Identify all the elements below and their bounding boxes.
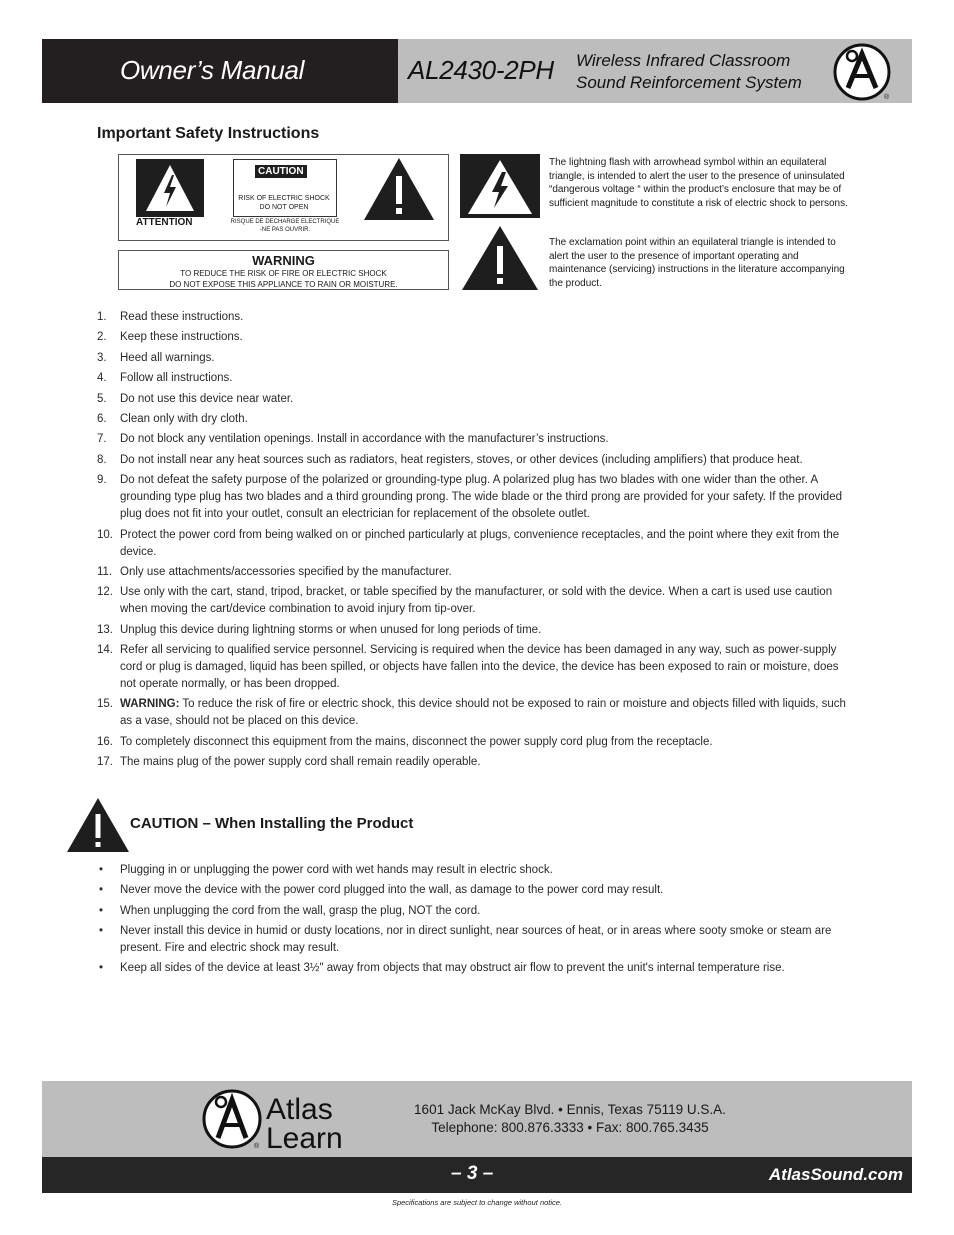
item-number: 9. — [97, 474, 107, 487]
item-text: Follow all instructions. — [120, 372, 233, 385]
item-number: 15. — [97, 698, 113, 711]
lightning-icon — [136, 159, 204, 217]
caution-label: CAUTION — [255, 165, 307, 178]
list-item — [97, 903, 857, 920]
website-link[interactable]: AtlasSound.com — [768, 1165, 903, 1184]
page-number: – 3 – — [451, 1163, 494, 1184]
registered-mark: ® — [884, 94, 890, 101]
item-number: 5. — [97, 392, 107, 405]
item-number: 7. — [97, 433, 107, 446]
list-item — [97, 329, 857, 346]
phone-line: Telephone: 800.876.3333 • Fax: 800.765.3435 — [431, 1120, 709, 1135]
item-number: 1. — [97, 311, 107, 323]
warning-line-1: TO REDUCE THE RISK OF FIRE OR ELECTRIC SHOCK — [180, 269, 387, 278]
item-text: The mains plug of the power supply cord shall remain readily operable. — [120, 756, 481, 769]
item-text: Do not install near any heat sources such as radiators, heat registers, stoves, or other devices (including amplifiers) that produce heat. — [120, 453, 803, 466]
item-text: Never move the device with the power cord plugged into the wall, as damage to the power cord may result. — [120, 884, 664, 897]
model-number: AL2430-2PH — [408, 55, 554, 85]
item-text: Plugging in or unplugging the power cord with wet hands may result in electric shock. — [120, 864, 553, 876]
address-line: 1601 Jack McKay Blvd. • Ennis, Texas 75119 U.S.A. — [414, 1102, 726, 1117]
caution-line-2: DO NOT OPEN — [259, 204, 309, 211]
item-number: 12. — [97, 586, 113, 599]
warning-box — [118, 250, 449, 290]
caution-fr-line-1: RISQUE DE DECHARGE ELECTRIQUE — [230, 219, 340, 225]
item-text: Refer all servicing to qualified service personnel. Servicing is required when the device has been damaged in any way, such as power-supply cord or plug is damaged, liquid has been spilled, or objects have fallen into the device, the device has been exposed to rain or moisture, does not operate normally, or has been dropped. — [120, 644, 839, 691]
caution-line-1: RISK OF ELECTRIC SHOCK — [238, 195, 330, 202]
item-number: 13. — [97, 623, 113, 636]
warning-label: WARNING — [252, 253, 315, 268]
item-number: 3. — [97, 351, 107, 364]
list-item — [97, 452, 857, 469]
list-item — [97, 622, 857, 639]
logo-registered-mark: ® — [254, 1143, 260, 1150]
list-item — [97, 527, 857, 561]
item-number: 4. — [97, 372, 107, 385]
bullet-icon: • — [99, 884, 104, 897]
item-text: Use only with the cart, stand, tripod, bracket, or table specified by the manufacturer, or sold with the device. When a cart is used use caution when moving the cart/device combination to avoid injury from tip-over. — [120, 586, 833, 616]
manual-title: Owner’s Manual — [120, 55, 305, 85]
item-number: 16. — [97, 735, 113, 748]
exclamation-explanation: The exclamation point within an equilateral triangle is intended to alert the user to the presence of important operating and maintenance (servicing) instructions in the literature accompanying the product. — [549, 237, 845, 289]
header-bar — [42, 39, 912, 103]
list-item — [97, 882, 857, 899]
list-item — [97, 564, 857, 581]
shock-square — [136, 159, 204, 217]
item-text: Do not defeat the safety purpose of the polarized or grounding-type plug. A polarized plug has two blades with one wider than the other. A grounding type plug has two blades and a third grounding prong. The wide blade or the third prong are provided for your safety. If the provided plug does not fit into your outlet, consult an electrician for replacement of the obsolete outlet. — [120, 474, 842, 521]
list-item — [97, 350, 857, 367]
footer-address — [360, 1101, 780, 1137]
warning-labels — [118, 154, 449, 292]
instructions-list — [97, 309, 857, 775]
list-item — [97, 696, 857, 730]
bullet-icon: • — [99, 924, 104, 937]
bullet-icon: • — [99, 864, 104, 876]
bullet-icon: • — [99, 962, 104, 975]
item-text: When unplugging the cord from the wall, grasp the plug, NOT the cord. — [120, 904, 481, 917]
exclamation-icon — [362, 156, 436, 222]
item-text: Unplug this device during lightning storms or when unused for long periods of time. — [120, 623, 542, 636]
item-text: Heed all warnings. — [120, 351, 215, 364]
list-item — [97, 734, 857, 751]
bullet-icon: • — [99, 904, 104, 917]
item-text: To completely disconnect this equipment from the mains, disconnect the power supply cord plug from the receptacle. — [120, 735, 713, 748]
caution-list — [97, 862, 857, 980]
subtitle-line-1: Wireless Infrared Classroom — [576, 51, 791, 70]
item-number: 10. — [97, 528, 113, 541]
subtitle-line-2: Sound Reinforcement System — [576, 73, 802, 92]
item-text: Only use attachments/accessories specified by the manufacturer. — [120, 565, 452, 578]
list-item — [97, 411, 857, 428]
item-number: 6. — [97, 412, 107, 425]
list-item — [97, 642, 857, 693]
item-number: 11. — [97, 565, 113, 578]
lightning-explanation: The lightning flash with arrowhead symbol within an equilateral triangle, is intended to alert the user to the presence of uninsulated “dangerous voltage “ within the product’s enclosure that may be of sufficient magnitude to constitute a risk of electric shock to persons. — [549, 157, 848, 209]
item-text: Do not use this device near water. — [120, 392, 294, 405]
item-text: Clean only with dry cloth. — [120, 412, 248, 425]
item-text: Do not block any ventilation openings. Install in accordance with the manufacturer’s instructions. — [120, 433, 609, 446]
item-text: Protect the power cord from being walked on or pinched particularly at plugs, convenience receptacles, and the point where they exit from the device. — [120, 528, 840, 558]
item-number: 14. — [97, 644, 113, 657]
list-item — [97, 391, 857, 408]
logo-word-2: Learn — [266, 1122, 343, 1152]
caution-french — [226, 218, 344, 234]
warning-line-2: DO NOT EXPOSE THIS APPLIANCE TO RAIN OR MOISTURE. — [169, 280, 398, 289]
caution-heading: CAUTION – When Installing the Product — [130, 815, 414, 832]
item-text: To reduce the risk of fire or electric shock, this device should not be exposed to rain or moisture and objects filled with liquids, such as a vase, should not be placed on this device. — [120, 698, 846, 728]
atlas-learn-logo — [202, 1086, 374, 1152]
disclaimer: Specifications are subject to change without notice. — [391, 1198, 563, 1207]
lightning-triangle-icon — [460, 154, 540, 218]
item-text: Read these instructions. — [120, 311, 244, 323]
logo-word-1: Atlas — [266, 1093, 333, 1126]
list-item — [97, 584, 857, 618]
atlas-logo-icon — [832, 42, 892, 102]
item-number: 17. — [97, 756, 113, 769]
product-subtitle — [576, 50, 802, 94]
caution-triangle-icon — [66, 797, 130, 853]
item-text: Keep all sides of the device at least 3½" away from objects that may obstruct air flow to prevent the unit's internal temperature rise. — [120, 962, 785, 975]
list-item — [97, 370, 857, 387]
item-bold: WARNING: — [120, 698, 180, 711]
list-item — [97, 960, 857, 977]
list-item — [97, 472, 857, 523]
list-item — [97, 862, 857, 879]
list-item — [97, 923, 857, 957]
list-item — [97, 309, 857, 326]
list-item — [97, 754, 857, 771]
item-text: Never install this device in humid or dusty locations, nor in direct sunlight, near sources of heat, or in areas where sooty smoke or steam are present. Fire and electric shock may result. — [120, 924, 832, 954]
safety-heading: Important Safety Instructions — [97, 125, 320, 142]
list-item — [97, 431, 857, 448]
attention-label: ATTENTION — [136, 217, 193, 228]
exclamation-triangle-icon — [460, 224, 540, 292]
item-number: 2. — [97, 331, 107, 344]
caution-text — [233, 194, 335, 212]
item-number: 8. — [97, 453, 107, 466]
caution-fr-line-2: -NE PAS OUVRIR. — [259, 227, 311, 233]
item-text: Keep these instructions. — [120, 331, 243, 344]
